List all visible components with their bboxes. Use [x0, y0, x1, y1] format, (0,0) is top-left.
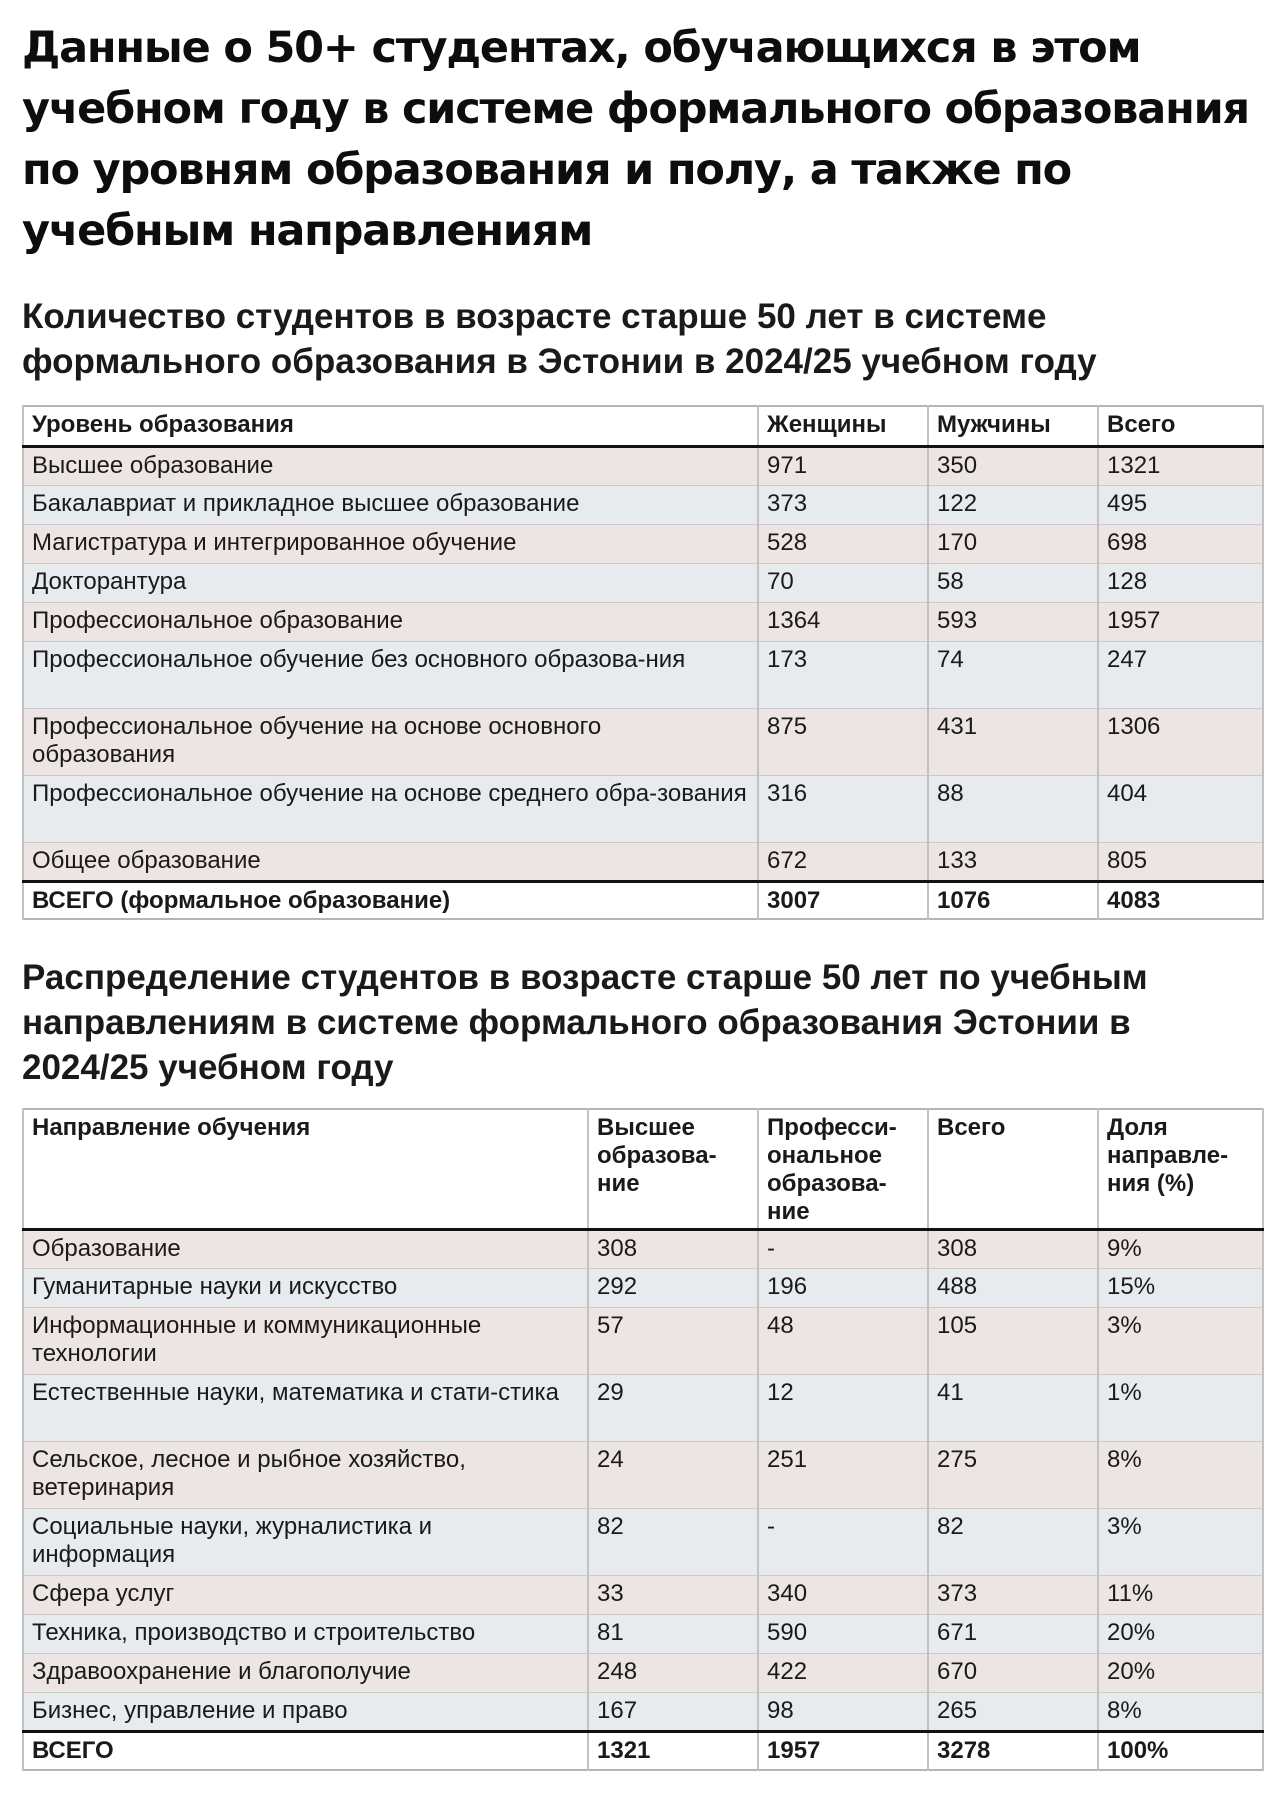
table-cell: 316	[758, 776, 928, 843]
table-cell: 265	[928, 1693, 1098, 1732]
table-cell: Образование	[23, 1230, 588, 1269]
table-row	[23, 447, 1263, 486]
table-row	[23, 1375, 1263, 1442]
table-row	[23, 1308, 1263, 1375]
table-cell: 1%	[1098, 1375, 1263, 1442]
table-cell: 81	[588, 1615, 758, 1654]
table-cell: 82	[588, 1509, 758, 1576]
table-row	[23, 843, 1263, 882]
table-cell: 671	[928, 1615, 1098, 1654]
table-cell: 1957	[1098, 603, 1263, 642]
table-total-row	[23, 882, 1263, 919]
table-cell: 74	[928, 642, 1098, 709]
table-cell: 33	[588, 1576, 758, 1615]
table-cell: Профессиональное обучение на основе среднего обра-зования	[23, 776, 758, 843]
table-cell: 8%	[1098, 1693, 1263, 1732]
column-header: Мужчины	[928, 406, 1098, 447]
column-header: Доля направле-ния (%)	[1098, 1109, 1263, 1230]
table-cell: 82	[928, 1509, 1098, 1576]
table-cell: 133	[928, 843, 1098, 882]
table-row	[23, 709, 1263, 776]
column-header: Направление обучения	[23, 1109, 588, 1230]
table-cell: 29	[588, 1375, 758, 1442]
table-cell: 15%	[1098, 1269, 1263, 1308]
table-cell: 670	[928, 1654, 1098, 1693]
table-row	[23, 603, 1263, 642]
table-cell: 1321	[1098, 447, 1263, 486]
table-cell: 58	[928, 564, 1098, 603]
table-cell: 48	[758, 1308, 928, 1375]
table-cell: 308	[928, 1230, 1098, 1269]
table-cell: 3%	[1098, 1308, 1263, 1375]
table-cell: 292	[588, 1269, 758, 1308]
table-cell: 593	[928, 603, 1098, 642]
table-row	[23, 1615, 1263, 1654]
table-cell: 1321	[588, 1732, 758, 1770]
table-cell: Социальные науки, журналистика и информация	[23, 1509, 588, 1576]
table-cell: 350	[928, 447, 1098, 486]
table-cell: 340	[758, 1576, 928, 1615]
table-cell: 805	[1098, 843, 1263, 882]
table-cell: Техника, производство и строительство	[23, 1615, 588, 1654]
table-cell: 70	[758, 564, 928, 603]
table-row	[23, 1230, 1263, 1269]
table-row	[23, 564, 1263, 603]
table-cell: Бизнес, управление и право	[23, 1693, 588, 1732]
table-cell: ВСЕГО (формальное образование)	[23, 882, 758, 919]
table-cell: ВСЕГО	[23, 1732, 588, 1770]
table-cell: 105	[928, 1308, 1098, 1375]
table-cell: 1957	[758, 1732, 928, 1770]
table-cell: Профессиональное обучение на основе основного образования	[23, 709, 758, 776]
table-cell: 196	[758, 1269, 928, 1308]
column-header: Всего	[1098, 406, 1263, 447]
table-cell: 11%	[1098, 1576, 1263, 1615]
table-cell: 128	[1098, 564, 1263, 603]
table-cell: Гуманитарные науки и искусство	[23, 1269, 588, 1308]
table-cell: 88	[928, 776, 1098, 843]
table-cell: 4083	[1098, 882, 1263, 919]
table-cell: Сельское, лесное и рыбное хозяйство, ветеринария	[23, 1442, 588, 1509]
table-cell: 1076	[928, 882, 1098, 919]
table-cell: Естественные науки, математика и стати-стика	[23, 1375, 588, 1442]
table-cell: 875	[758, 709, 928, 776]
table-cell: 275	[928, 1442, 1098, 1509]
column-header: Всего	[928, 1109, 1098, 1230]
table-cell: 57	[588, 1308, 758, 1375]
table-cell: 3278	[928, 1732, 1098, 1770]
table-cell: 170	[928, 525, 1098, 564]
table-cell: 698	[1098, 525, 1263, 564]
table-cell: 431	[928, 709, 1098, 776]
table-row	[23, 1269, 1263, 1308]
table-row	[23, 1509, 1263, 1576]
table-header-row	[23, 406, 1263, 447]
table-cell: 373	[758, 486, 928, 525]
table-cell: Здравоохранение и благополучие	[23, 1654, 588, 1693]
education-level-table	[22, 405, 1264, 920]
table-cell: 167	[588, 1693, 758, 1732]
table-cell: Сфера услуг	[23, 1576, 588, 1615]
table-cell: 98	[758, 1693, 928, 1732]
column-header: Професси-ональное образова-ние	[758, 1109, 928, 1230]
table-cell: 672	[758, 843, 928, 882]
table-cell: 100%	[1098, 1732, 1263, 1770]
table-cell: Бакалавриат и прикладное высшее образование	[23, 486, 758, 525]
table-cell: 20%	[1098, 1654, 1263, 1693]
column-header: Уровень образования	[23, 406, 758, 447]
table-cell: Информационные и коммуникационные технологии	[23, 1308, 588, 1375]
table-cell: 12	[758, 1375, 928, 1442]
table-cell: 3%	[1098, 1509, 1263, 1576]
column-header: Женщины	[758, 406, 928, 447]
table-cell: 251	[758, 1442, 928, 1509]
table-cell: Докторантура	[23, 564, 758, 603]
table-cell: 971	[758, 447, 928, 486]
table-row	[23, 486, 1263, 525]
study-field-table	[22, 1108, 1264, 1771]
column-header: Высшее образова-ние	[588, 1109, 758, 1230]
section1-title: Количество студентов в возрасте старше 50 лет в системе формального образования в Эстонии в 2024/25 учебном году	[22, 297, 1097, 381]
table-cell: 1306	[1098, 709, 1263, 776]
table-cell: 590	[758, 1615, 928, 1654]
table-cell: 247	[1098, 642, 1263, 709]
table-cell: 173	[758, 642, 928, 709]
table-cell: 308	[588, 1230, 758, 1269]
table-row	[23, 1654, 1263, 1693]
table-header-row	[23, 1109, 1263, 1230]
table-cell: 20%	[1098, 1615, 1263, 1654]
table-cell: 3007	[758, 882, 928, 919]
table-cell: 495	[1098, 486, 1263, 525]
table-cell: 404	[1098, 776, 1263, 843]
table-row	[23, 1693, 1263, 1732]
table-cell: Магистратура и интегрированное обучение	[23, 525, 758, 564]
table-row	[23, 1442, 1263, 1509]
table-cell: 8%	[1098, 1442, 1263, 1509]
table-cell: -	[758, 1230, 928, 1269]
table-cell: Общее образование	[23, 843, 758, 882]
table-row	[23, 642, 1263, 709]
table-cell: -	[758, 1509, 928, 1576]
table-row	[23, 525, 1263, 564]
table-cell: 122	[928, 486, 1098, 525]
table-cell: Профессиональное обучение без основного образова-ния	[23, 642, 758, 709]
table-cell: 248	[588, 1654, 758, 1693]
table-cell: Профессиональное образование	[23, 603, 758, 642]
table-cell: Высшее образование	[23, 447, 758, 486]
table-total-row	[23, 1732, 1263, 1770]
table-cell: 9%	[1098, 1230, 1263, 1269]
section2-title: Распределение студентов в возрасте старше 50 лет по учебным направлениям в системе формального образования Эстонии в 2024/25 учебном году	[22, 958, 1148, 1087]
table-row	[23, 1576, 1263, 1615]
table-cell: 528	[758, 525, 928, 564]
page-title: Данные о 50+ студентах, обучающихся в этом учебном году в системе формального образования по уровням образования и полу, а также по учебным направлениям	[22, 23, 1249, 256]
table-cell: 422	[758, 1654, 928, 1693]
table-cell: 24	[588, 1442, 758, 1509]
table-cell: 488	[928, 1269, 1098, 1308]
table-cell: 41	[928, 1375, 1098, 1442]
table-cell: 373	[928, 1576, 1098, 1615]
table-row	[23, 776, 1263, 843]
table-cell: 1364	[758, 603, 928, 642]
